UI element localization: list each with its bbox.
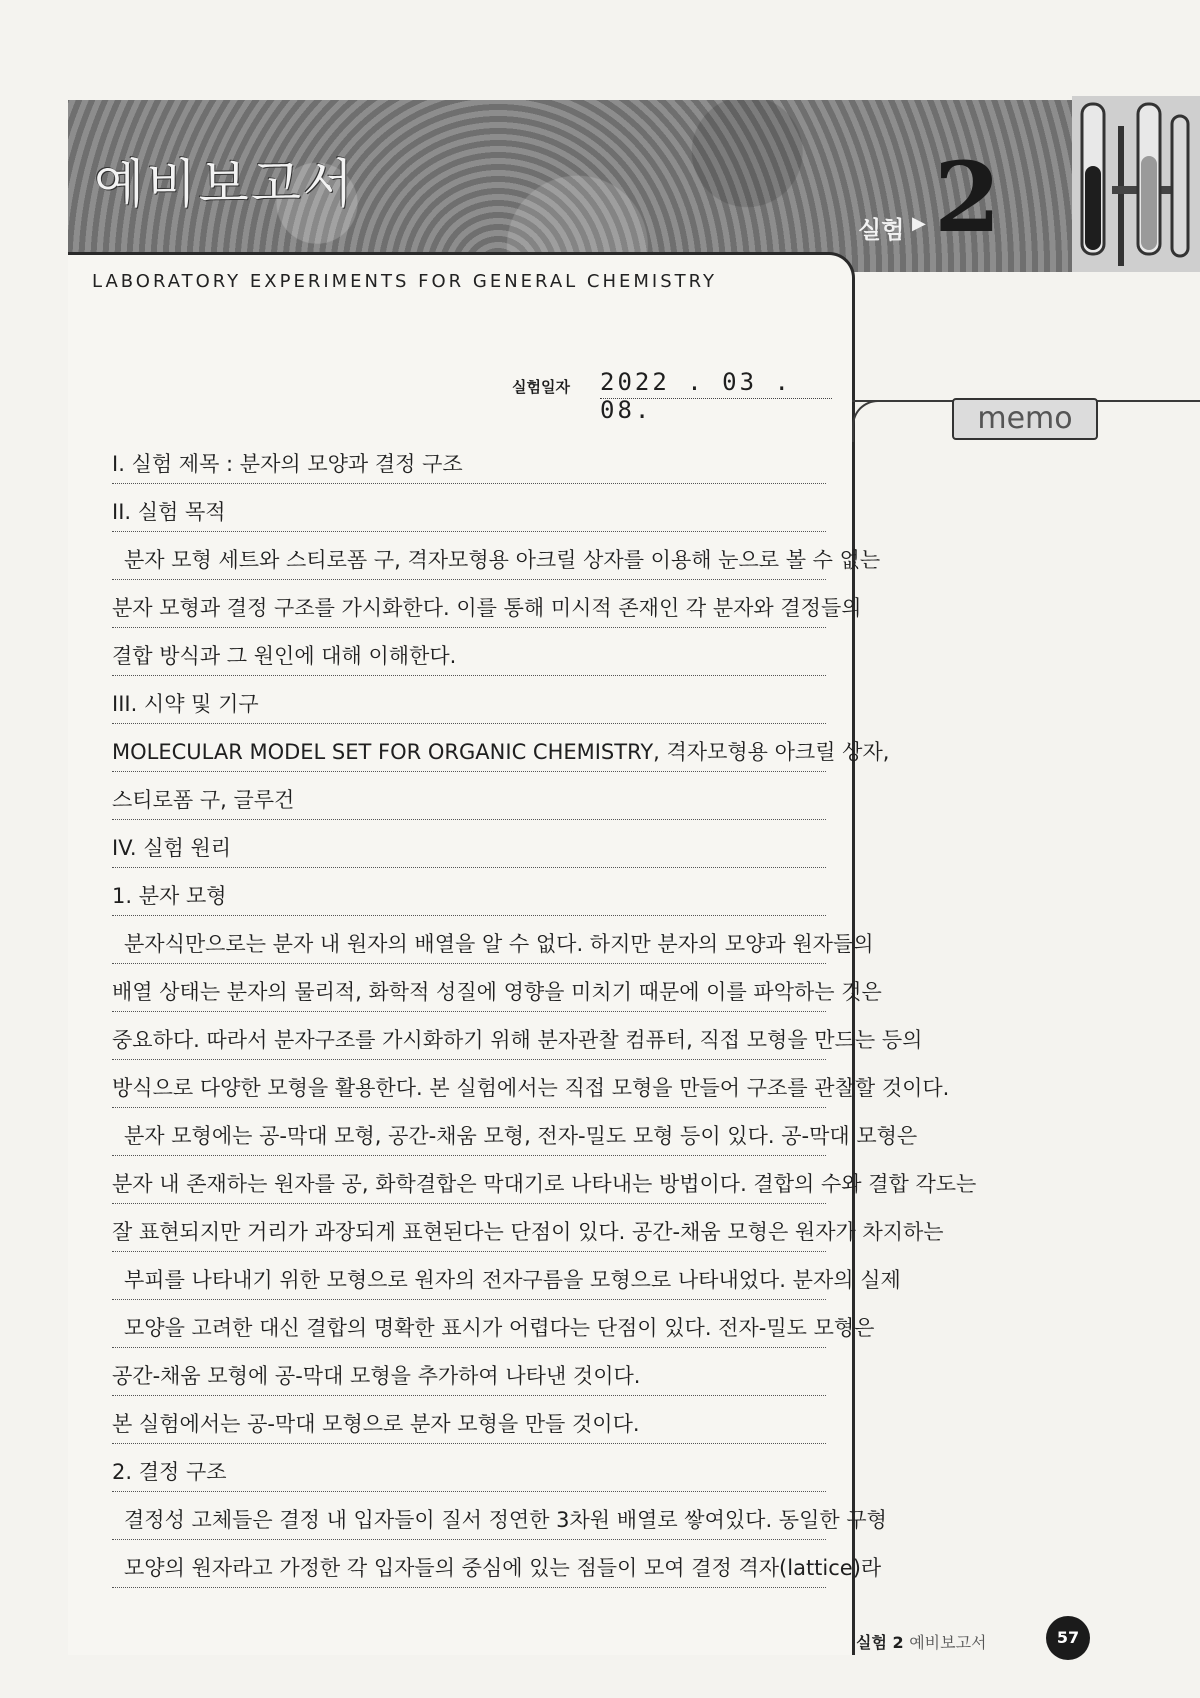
page-title: 예비보고서: [94, 155, 356, 215]
footer-label: [856, 1630, 986, 1653]
text-line: 분자식만으로는 분자 내 원자의 배열을 알 수 없다. 하지만 분자의 모양과 원자들의: [112, 916, 826, 964]
text-line: 모양의 원자라고 가정한 각 입자들의 중심에 있는 점들이 모여 결정 격자(lattice)라: [112, 1540, 826, 1588]
text-line: 모양을 고려한 대신 결합의 명확한 표시가 어렵다는 단점이 있다. 전자-밀도 모형은: [112, 1300, 826, 1348]
text-line: IV. 실험 원리: [112, 820, 826, 868]
text-line: 결정성 고체들은 결정 내 입자들이 질서 정연한 3차원 배열로 쌓여있다. 동일한 구형: [112, 1492, 826, 1540]
memo-label: memo: [952, 398, 1098, 440]
text-line: 배열 상태는 분자의 물리적, 화학적 성질에 영향을 미치기 때문에 이를 파악하는 것은: [112, 964, 826, 1012]
text-line: II. 실험 목적: [112, 484, 826, 532]
date-value: 2022 . 03 . 08.: [600, 368, 832, 399]
text-line: 부피를 나타내기 위한 모형으로 원자의 전자구름을 모형으로 나타내었다. 분자의 실제: [112, 1252, 826, 1300]
text-line: 잘 표현되지만 거리가 과장되게 표현된다는 단점이 있다. 공간-채움 모형은 원자가 차지하는: [112, 1204, 826, 1252]
text-line: 분자 모형과 결정 구조를 가시화한다. 이를 통해 미시적 존재인 각 분자와 결정들의: [112, 580, 826, 628]
subtitle: LABORATORY EXPERIMENTS FOR GENERAL CHEMISTRY: [92, 271, 717, 292]
text-line: 결합 방식과 그 원인에 대해 이해한다.: [112, 628, 826, 676]
text-line: 분자 내 존재하는 원자를 공, 화학결합은 막대기로 나타내는 방법이다. 결합의 수와 결합 각도는: [112, 1156, 826, 1204]
page-number: 57: [1046, 1616, 1090, 1660]
text-line: 중요하다. 따라서 분자구조를 가시화하기 위해 분자관찰 컴퓨터, 직접 모형을 만드는 등의: [112, 1012, 826, 1060]
text-line: 2. 결정 구조: [112, 1444, 826, 1492]
footer-report-type: 예비보고서: [909, 1633, 987, 1652]
experiment-arrow-icon: ▶: [912, 213, 926, 234]
footer-experiment: 실험 2: [856, 1633, 904, 1652]
test-tubes-icon: [1072, 96, 1200, 272]
text-line: 분자 모형 세트와 스티로폼 구, 격자모형용 아크릴 상자를 이용해 눈으로 볼 수 없는: [112, 532, 826, 580]
text-line: 1. 분자 모형: [112, 868, 826, 916]
memo-divider-curve: [852, 400, 884, 442]
text-line: 방식으로 다양한 모형을 활용한다. 본 실험에서는 직접 모형을 만들어 구조를 관찰할 것이다.: [112, 1060, 826, 1108]
text-line: MOLECULAR MODEL SET FOR ORGANIC CHEMISTRY, 격자모형용 아크릴 상자,: [112, 724, 826, 772]
date-label: 실험일자: [512, 378, 570, 396]
text-line: 분자 모형에는 공-막대 모형, 공간-채움 모형, 전자-밀도 모형 등이 있다. 공-막대 모형은: [112, 1108, 826, 1156]
text-line: I. 실험 제목 : 분자의 모양과 결정 구조: [112, 436, 826, 484]
text-line: III. 시약 및 기구: [112, 676, 826, 724]
experiment-date: [512, 368, 832, 424]
ruled-lines: [112, 436, 977, 1588]
text-line: 스티로폼 구, 글루건: [112, 772, 826, 820]
text-line: 공간-채움 모형에 공-막대 모형을 추가하여 나타낸 것이다.: [112, 1348, 826, 1396]
experiment-number: 2: [934, 141, 1001, 254]
experiment-label: 실험: [858, 216, 905, 244]
text-line: 본 실험에서는 공-막대 모형으로 분자 모형을 만들 것이다.: [112, 1396, 826, 1444]
